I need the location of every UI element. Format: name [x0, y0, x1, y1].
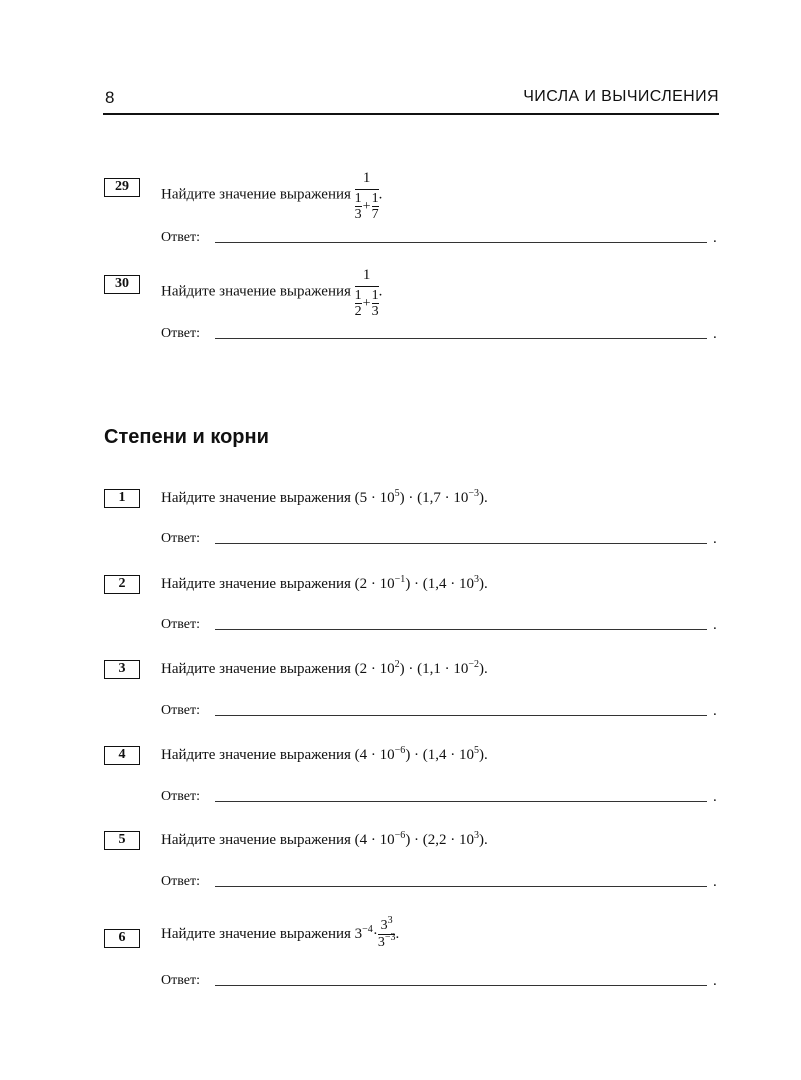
answer-field-1[interactable]: [215, 543, 707, 544]
answer-end: .: [713, 973, 717, 989]
fraction-numerator: 1: [362, 267, 371, 283]
expr-part: (4 · 10: [354, 747, 395, 763]
task-prompt: Найдите значение выражения: [161, 661, 351, 677]
expr-part: ) · (1,7 · 10: [399, 490, 469, 506]
task-1-text: [161, 488, 488, 510]
expr-part: (2 · 10: [354, 576, 395, 592]
fraction-denominator: [355, 191, 379, 222]
answer-end: .: [713, 326, 717, 342]
exponent: −6: [394, 745, 406, 756]
chapter-title: ЧИСЛА И ВЫЧИСЛЕНИЯ: [523, 88, 719, 105]
answer-end: .: [713, 703, 717, 719]
expr-part: ).: [479, 576, 488, 592]
expression: [355, 832, 488, 848]
task-prompt: Найдите значение выражения: [161, 490, 351, 506]
exponent: 5: [474, 745, 480, 756]
power-base: 3: [354, 925, 363, 942]
section-title: Степени и корни: [104, 426, 269, 448]
expr-part: ) · (2,2 · 10: [405, 832, 475, 848]
answer-field-6[interactable]: [215, 985, 707, 986]
task-number-5: 5: [104, 831, 140, 850]
task-number-30: 30: [104, 275, 140, 294]
task-6-text: [161, 915, 400, 951]
exponent: 3: [387, 915, 393, 926]
expr-part: ) · (1,1 · 10: [399, 661, 469, 677]
task-29-text: [161, 168, 382, 222]
exponent: 3: [474, 830, 480, 841]
exponent: −1: [394, 574, 406, 585]
complex-fraction: [355, 168, 379, 222]
answer-label: Ответ:: [161, 973, 200, 988]
expr-part: (2 · 10: [354, 661, 395, 677]
task-number-2: 2: [104, 575, 140, 594]
task-prompt: Найдите значение выражения: [161, 186, 351, 203]
expr-part: (5 · 10: [354, 490, 395, 506]
expression: [355, 747, 488, 763]
expression: [355, 661, 488, 677]
task-prompt: Найдите значение выражения: [161, 747, 351, 763]
answer-field-30[interactable]: [215, 338, 707, 339]
task-number-29: 29: [104, 178, 140, 197]
answer-field-4[interactable]: [215, 801, 707, 802]
power-fraction: [377, 915, 396, 951]
answer-end: .: [713, 874, 717, 890]
expr-part: ) · (1,4 · 10: [405, 747, 475, 763]
exponent: 5: [394, 488, 400, 499]
expr-part: ) · (1,4 · 10: [405, 576, 475, 592]
fraction-bar: [355, 189, 379, 190]
exponent: −2: [468, 659, 480, 670]
answer-label: Ответ:: [161, 230, 200, 245]
answer-label: Ответ:: [161, 874, 200, 889]
exponent: 2: [394, 659, 400, 670]
expr-part: ).: [479, 490, 488, 506]
task-2-text: [161, 574, 488, 596]
task-number-3: 3: [104, 660, 140, 679]
answer-label: Ответ:: [161, 617, 200, 632]
fraction-numerator: 1: [362, 170, 371, 186]
expression: [355, 924, 378, 946]
complex-fraction: [355, 265, 379, 319]
expression: [355, 490, 488, 506]
expr-part: ).: [479, 747, 488, 763]
fraction-denominator: [355, 288, 379, 319]
task-prompt: Найдите значение выражения: [161, 832, 351, 848]
answer-field-29[interactable]: [215, 242, 707, 243]
expr-part: ).: [479, 832, 488, 848]
power-base: 3: [380, 918, 388, 933]
small-denominator: 7: [371, 207, 379, 222]
expression: [355, 576, 488, 592]
exponent: −6: [394, 830, 406, 841]
answer-end: .: [713, 230, 717, 246]
small-denominator: 3: [371, 304, 379, 319]
task-3-text: [161, 659, 488, 681]
exponent: −4: [362, 923, 373, 935]
exponent: 3: [474, 574, 480, 585]
task-end: .: [395, 925, 400, 942]
small-numerator: 1: [354, 191, 362, 206]
task-prompt: Найдите значение выражения: [161, 576, 351, 592]
expr-part: (4 · 10: [354, 832, 395, 848]
task-number-1: 1: [104, 489, 140, 508]
task-4-text: [161, 745, 488, 767]
task-number-4: 4: [104, 746, 140, 765]
answer-end: .: [713, 789, 717, 805]
answer-field-2[interactable]: [215, 629, 707, 630]
task-5-text: [161, 830, 488, 852]
small-fraction: [355, 191, 362, 222]
small-fraction: [372, 288, 379, 319]
expr-part: ).: [479, 661, 488, 677]
plus-sign: +: [362, 295, 371, 311]
small-denominator: 3: [354, 207, 362, 222]
fraction-denominator: [377, 932, 396, 951]
task-30-text: [161, 265, 382, 319]
answer-end: .: [713, 617, 717, 633]
small-fraction: [355, 288, 362, 319]
plus-sign: +: [362, 198, 371, 214]
answer-end: .: [713, 531, 717, 547]
exponent: −3: [468, 488, 480, 499]
small-denominator: 2: [354, 304, 362, 319]
small-numerator: 1: [371, 288, 379, 303]
header-rule: [103, 113, 719, 115]
answer-label: Ответ:: [161, 326, 200, 341]
exponent: −3: [384, 932, 396, 943]
answer-label: Ответ:: [161, 531, 200, 546]
multiply-dot: ·: [372, 925, 378, 942]
task-prompt: Найдите значение выражения: [161, 283, 351, 300]
small-numerator: 1: [354, 288, 362, 303]
small-numerator: 1: [371, 191, 379, 206]
power-base: 3: [377, 935, 385, 950]
task-prompt: Найдите значение выражения: [161, 925, 351, 942]
page-number: 8: [105, 88, 115, 107]
answer-field-3[interactable]: [215, 715, 707, 716]
answer-field-5[interactable]: [215, 886, 707, 887]
task-end: .: [378, 283, 383, 300]
fraction-bar: [355, 286, 379, 287]
task-end: .: [378, 186, 383, 203]
answer-label: Ответ:: [161, 703, 200, 718]
small-fraction: [372, 191, 379, 222]
answer-label: Ответ:: [161, 789, 200, 804]
task-number-6: 6: [104, 929, 140, 948]
